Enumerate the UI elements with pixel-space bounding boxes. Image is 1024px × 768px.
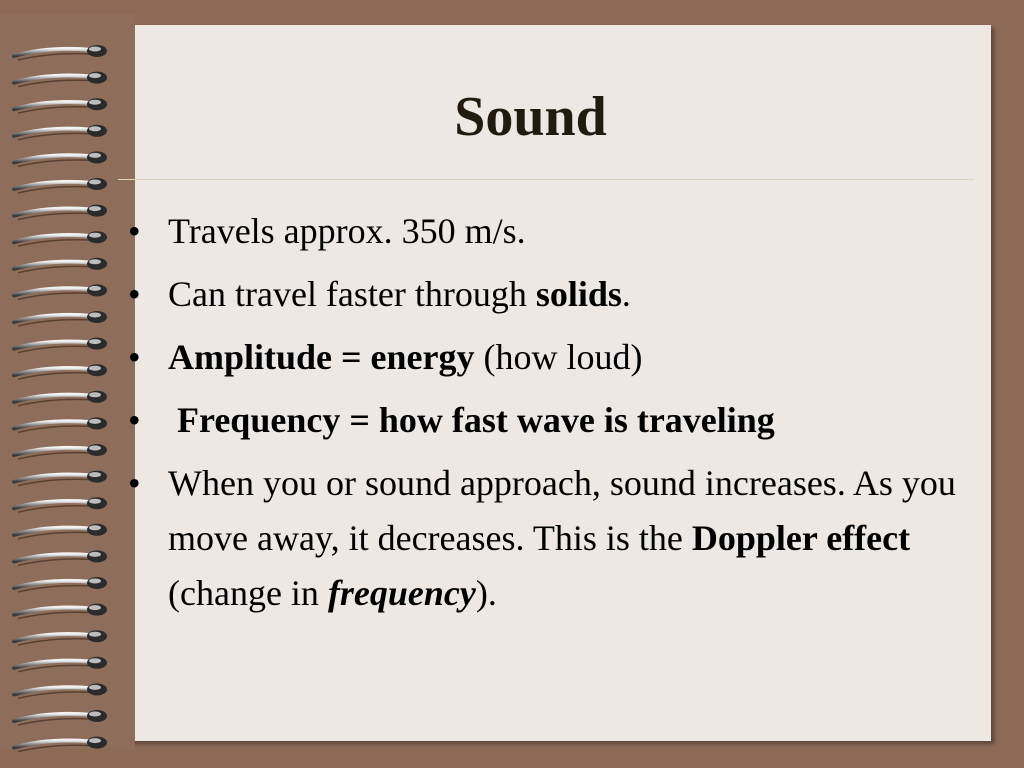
bullet-item: • Amplitude = energy (how loud): [128, 330, 968, 385]
bullet-icon: •: [128, 463, 141, 503]
bullet-icon: •: [128, 337, 141, 377]
slide-title: Sound: [454, 86, 607, 148]
spiral-coil-icon: [14, 683, 107, 698]
bullet-item: • When you or sound approach, sound increases. As you move away, it decreases. This is the Doppler effect (change in frequency).: [128, 456, 968, 621]
spiral-coil-icon: [14, 284, 107, 299]
spiral-coil-icon: [14, 577, 107, 592]
spiral-coil-icon: [14, 311, 107, 326]
spiral-coil-icon: [14, 205, 107, 220]
spiral-coil-icon: [14, 444, 107, 459]
bullet-item: • Travels approx. 350 m/s.: [128, 204, 968, 259]
spiral-coil-icon: [14, 178, 107, 193]
spiral-coil-icon: [14, 151, 107, 166]
bullet-icon: •: [128, 211, 141, 251]
bullet-item: • Can travel faster through solids.: [128, 267, 968, 322]
spiral-coil-icon: [14, 364, 107, 379]
spiral-coil-icon: [14, 630, 107, 645]
spiral-coil-icon: [14, 497, 107, 512]
bullet-list: [128, 204, 968, 629]
spiral-coil-icon: [14, 710, 107, 725]
bullet-icon: •: [128, 400, 141, 440]
spiral-coil-icon: [14, 550, 107, 565]
spiral-coil-icon: [14, 524, 107, 539]
spiral-coil-icon: [14, 471, 107, 486]
spiral-coil-icon: [14, 657, 107, 672]
bullet-icon: •: [128, 274, 141, 314]
spiral-coil-icon: [14, 417, 107, 432]
bullet-item: • Frequency = how fast wave is traveling: [128, 393, 968, 448]
spiral-coil-icon: [14, 604, 107, 619]
title-divider: [118, 179, 974, 180]
spiral-coil-icon: [14, 338, 107, 353]
spiral-coil-icon: [14, 45, 107, 60]
spiral-coil-icon: [14, 737, 107, 752]
spiral-coil-icon: [14, 258, 107, 273]
spiral-coil-icon: [14, 231, 107, 246]
spiral-coil-icon: [14, 391, 107, 406]
